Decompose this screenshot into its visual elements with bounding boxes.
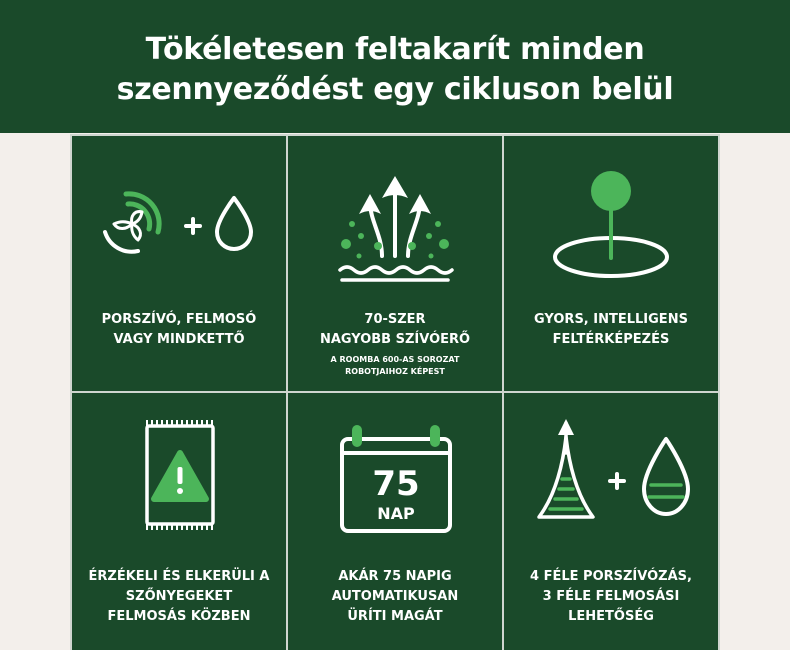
feature-6-line-3: LEHETŐSÉG <box>568 609 654 624</box>
feature-2-line-1: 70-SZER <box>364 312 426 327</box>
feature-4-line-1: ÉRZÉKELI ÉS ELKERÜLI A <box>88 569 270 584</box>
page-title <box>0 30 790 110</box>
feature-tile-power-levels <box>504 393 718 650</box>
feature-label-3 <box>510 310 712 350</box>
feature-1-line-2: VAGY MINDKETTŐ <box>113 332 245 347</box>
feature-5-line-1: AKÁR 75 NAPIG <box>338 569 452 584</box>
calendar-unit: NAP <box>377 504 415 523</box>
header-banner <box>0 0 790 133</box>
feature-grid <box>70 134 720 650</box>
power-levels-icon <box>504 393 718 543</box>
feature-3-line-2: FELTÉRKÉPEZÉS <box>552 332 670 347</box>
feature-note-2 <box>298 354 492 378</box>
title-line-2: szennyeződést egy cikluson belül <box>116 72 674 107</box>
map-pin-icon <box>504 136 718 286</box>
feature-label-4 <box>78 567 280 627</box>
feature-label-1 <box>78 310 280 350</box>
suction-arrows-icon <box>288 136 502 286</box>
calendar-icon <box>288 393 502 543</box>
title-line-1: Tökéletesen feltakarít minden <box>145 32 645 67</box>
feature-2-note-line-2: ROBOTJAIHOZ KÉPEST <box>345 367 445 376</box>
feature-6-line-2: 3 FÉLE FELMOSÁSI <box>542 589 680 604</box>
feature-3-line-1: GYORS, INTELLIGENS <box>534 312 688 327</box>
rug-warning-icon <box>72 393 286 543</box>
feature-label-6 <box>510 567 712 627</box>
feature-tile-vacuum-mop <box>72 136 286 391</box>
feature-2-line-2: NAGYOBB SZÍVÓERŐ <box>319 332 471 347</box>
feature-4-line-3: FELMOSÁS KÖZBEN <box>107 609 251 624</box>
feature-tile-suction <box>288 136 502 391</box>
feature-tile-rug-avoid <box>72 393 286 650</box>
feature-5-line-2: AUTOMATIKUSAN <box>331 589 459 604</box>
feature-5-line-3: ÜRÍTI MAGÁT <box>347 609 443 624</box>
fan-plus-droplet-icon <box>72 136 286 286</box>
feature-1-line-1: PORSZÍVÓ, FELMOSÓ <box>101 312 257 327</box>
feature-2-note-line-1: A ROOMBA 600-AS SOROZAT <box>330 355 460 364</box>
feature-tile-self-empty <box>288 393 502 650</box>
feature-6-line-1: 4 FÉLE PORSZÍVÓZÁS, <box>530 569 692 584</box>
feature-label-5 <box>294 567 496 627</box>
calendar-number: 75 <box>372 464 420 504</box>
feature-tile-mapping <box>504 136 718 391</box>
feature-4-line-2: SZŐNYEGEKET <box>125 589 233 604</box>
feature-label-2 <box>294 310 496 350</box>
